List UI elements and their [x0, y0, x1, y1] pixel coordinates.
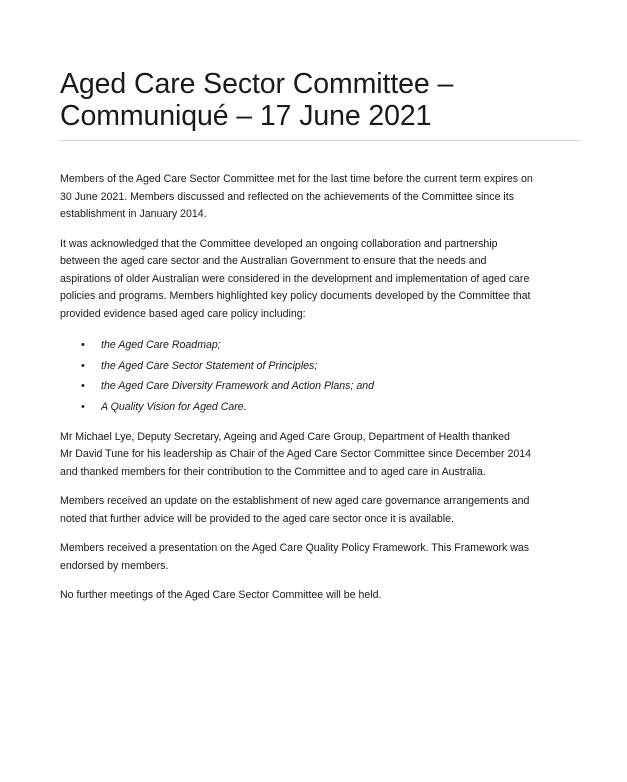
paragraph-acknowledgement: It was acknowledged that the Committee developed an ongoing collaboration and partnership between the aged care sector and the Australian Government to ensure that the needs and aspirations of older Australian were considered in the development and implementation of aged care policies and programs. Members highlighted key policy documents developed by the Committee that provided evidence based aged care policy including:	[60, 237, 531, 320]
list-item	[60, 356, 580, 377]
page-title: Aged Care Sector Committee – Communiqué – 17 June 2021	[60, 68, 454, 132]
paragraph-quality-framework: Members received a presentation on the Aged Care Quality Policy Framework. This Framework was endorsed by members.	[60, 542, 530, 572]
paragraph-governance-update: Members received an update on the establishment of new aged care governance arrangements and noted that further advice will be provided to the aged care sector once it is available.	[60, 495, 530, 525]
title-divider	[60, 140, 580, 141]
list-item-text: the Aged Care Roadmap;	[101, 339, 221, 351]
paragraph-closing: No further meetings of the Aged Care Sector Committee will be held.	[60, 589, 382, 602]
bullet-icon: •	[81, 359, 85, 372]
list-item-text: A Quality Vision for Aged Care.	[101, 401, 247, 414]
document-page	[60, 68, 580, 617]
policy-documents-list	[60, 335, 580, 418]
list-item-text: the Aged Care Sector Statement of Principles;	[101, 359, 318, 372]
list-item	[60, 335, 580, 356]
list-item	[60, 376, 580, 397]
list-item	[60, 397, 580, 418]
paragraph-meeting-summary: Members of the Aged Care Sector Committee met for the last time before the current term expires on 30 June 2021. Members discussed and reflected on the achievements of the Committee since its establishment in January 2014.	[60, 173, 533, 220]
bullet-icon: •	[81, 380, 85, 393]
list-item-text: the Aged Care Diversity Framework and Action Plans; and	[101, 380, 375, 393]
bullet-icon: •	[81, 339, 85, 351]
paragraph-thanks: Mr Michael Lye, Deputy Secretary, Ageing and Aged Care Group, Department of Health thanked Mr David Tune for his leadership as Chair of the Aged Care Sector Committee since December 2014 and thanked members for their contribution to the Committee and to aged care in Australia.	[60, 430, 532, 478]
document-body	[60, 171, 580, 605]
bullet-icon: •	[81, 401, 85, 414]
